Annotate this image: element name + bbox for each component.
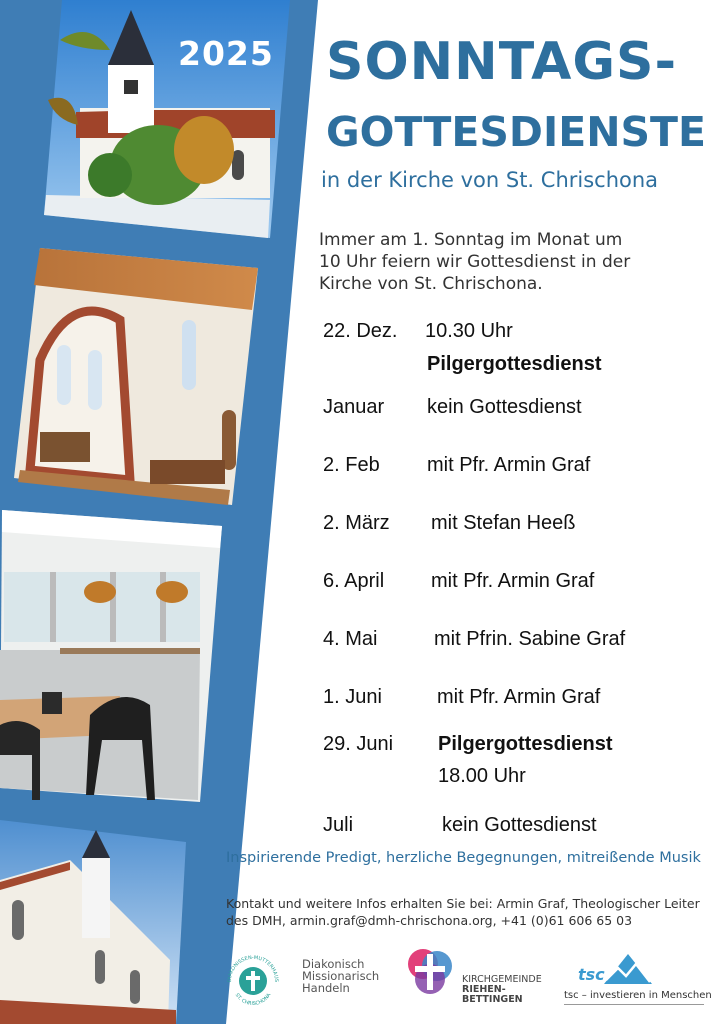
kg-line: RIEHEN-	[462, 984, 506, 995]
dmh-wordmark	[302, 958, 379, 994]
schedule-text: 10.30 Uhr	[425, 320, 513, 342]
cafe-photo	[0, 510, 222, 802]
schedule-text: Pilgergottesdienst	[427, 353, 602, 375]
year-label: 2025	[178, 34, 274, 73]
page-subtitle: in der Kirche von St. Chrischona	[321, 168, 659, 192]
partner-logos	[222, 944, 722, 1014]
intro-line: Immer am 1. Sonntag im Monat um	[319, 230, 623, 250]
kg-line: KIRCHGEMEINDE	[462, 974, 542, 985]
schedule-text: kein Gottesdienst	[442, 814, 597, 836]
schedule-text: 18.00 Uhr	[438, 765, 526, 787]
tagline: Inspirierende Predigt, herzliche Begegnungen, mitreißende Musik	[226, 850, 701, 866]
dmh-logo	[222, 950, 284, 1012]
schedule-date: 4. Mai	[323, 628, 378, 650]
schedule-date: Januar	[323, 396, 385, 418]
schedule-text: mit Stefan Heeß	[431, 512, 576, 534]
interior-photo	[14, 248, 258, 505]
schedule-date: 2. März	[323, 512, 390, 534]
dmh-line: Diakonisch	[302, 957, 365, 971]
kirchgemeinde-logo	[405, 946, 455, 1000]
intro-line: Kirche von St. Chrischona.	[319, 274, 543, 294]
schedule-text: mit Pfr. Armin Graf	[437, 686, 601, 708]
page-title-line1: SONNTAGS-	[326, 32, 678, 92]
dmh-line: Handeln	[302, 981, 350, 995]
schedule-date: 22. Dez.	[323, 320, 398, 342]
schedule-text: mit Pfr. Armin Graf	[431, 570, 595, 592]
dmh-line: Missionarisch	[302, 969, 380, 983]
schedule-date: 6. April	[323, 570, 385, 592]
kg-line: BETTINGEN	[462, 994, 523, 1005]
dmh-ring-bottom: ST. CHRISCHONA	[233, 992, 273, 1008]
tsc-mark: tsc	[578, 965, 605, 984]
contact-line: Kontakt und weitere Infos erhalten Sie bei: Armin Graf, Theologischer Leiter	[226, 896, 700, 911]
schedule-date: 2. Feb	[323, 454, 380, 476]
tsc-slogan: tsc – investieren in Menschen	[564, 990, 704, 1005]
schedule-date: Juli	[323, 814, 354, 836]
schedule-text: mit Pfr. Armin Graf	[427, 454, 591, 476]
intro-line: 10 Uhr feiern wir Gottesdienst in der	[319, 252, 631, 272]
tower-photo	[0, 820, 186, 1024]
kirchgemeinde-wordmark	[462, 975, 542, 1005]
contact-info	[226, 895, 716, 929]
schedule-date: 29. Juni	[323, 733, 394, 755]
page-title-line2: GOTTESDIENSTE	[326, 108, 707, 156]
schedule-text: mit Pfrin. Sabine Graf	[434, 628, 626, 650]
schedule-text: Pilgergottesdienst	[438, 733, 613, 755]
dmh-ring-top: DIAKONISSEN-MUTTERHAUS	[226, 954, 280, 983]
intro-text	[319, 229, 699, 295]
contact-line: des DMH, armin.graf@dmh-chrischona.org, +41 (0)61 606 65 03	[226, 913, 633, 928]
schedule-text: kein Gottesdienst	[427, 396, 582, 418]
schedule-date: 1. Juni	[323, 686, 382, 708]
